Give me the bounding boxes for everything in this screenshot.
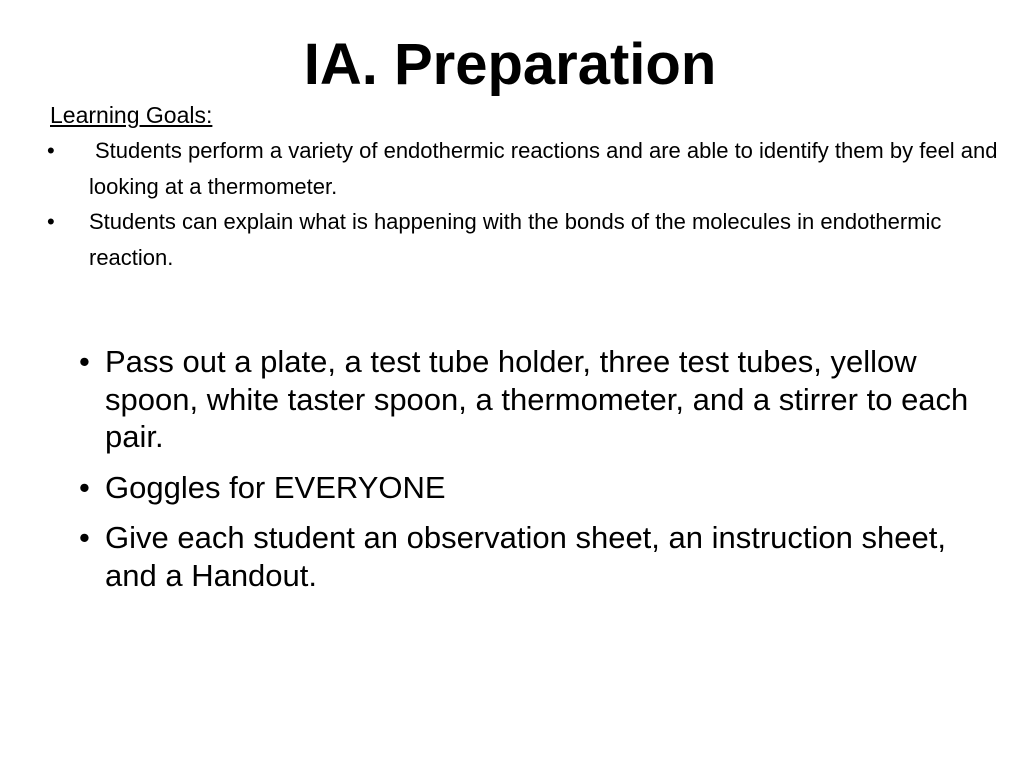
learning-goals-list (0, 133, 1000, 275)
preparation-step-text: Give each student an observation sheet, an instruction sheet, and a Handout. (105, 520, 946, 593)
preparation-step-item (0, 343, 1000, 456)
bullet-icon: • (79, 344, 90, 379)
learning-goals-heading: Learning Goals: (50, 102, 213, 128)
learning-goal-text: Students can explain what is happening with the bonds of the molecules in endothermic reaction. (89, 209, 942, 270)
learning-goal-item (0, 204, 1000, 275)
bullet-icon: • (47, 209, 55, 234)
learning-goal-item (0, 133, 1000, 204)
preparation-step-text: Goggles for EVERYONE (105, 469, 446, 505)
bullet-icon: • (79, 469, 90, 505)
preparation-step-text: Pass out a plate, a test tube holder, three test tubes, yellow spoon, white taster spoon, a thermometer, and a stirrer to each pair. (105, 344, 969, 454)
bullet-icon: • (79, 520, 90, 555)
preparation-step-item (0, 469, 1000, 507)
preparation-steps-list (0, 343, 1000, 607)
preparation-step-item (0, 519, 1000, 594)
slide-title: IA. Preparation (303, 32, 717, 97)
learning-goal-text: Students perform a variety of endothermic reactions and are able to identify them by feel and looking at a thermometer. (89, 138, 998, 199)
bullet-icon: • (47, 138, 55, 163)
